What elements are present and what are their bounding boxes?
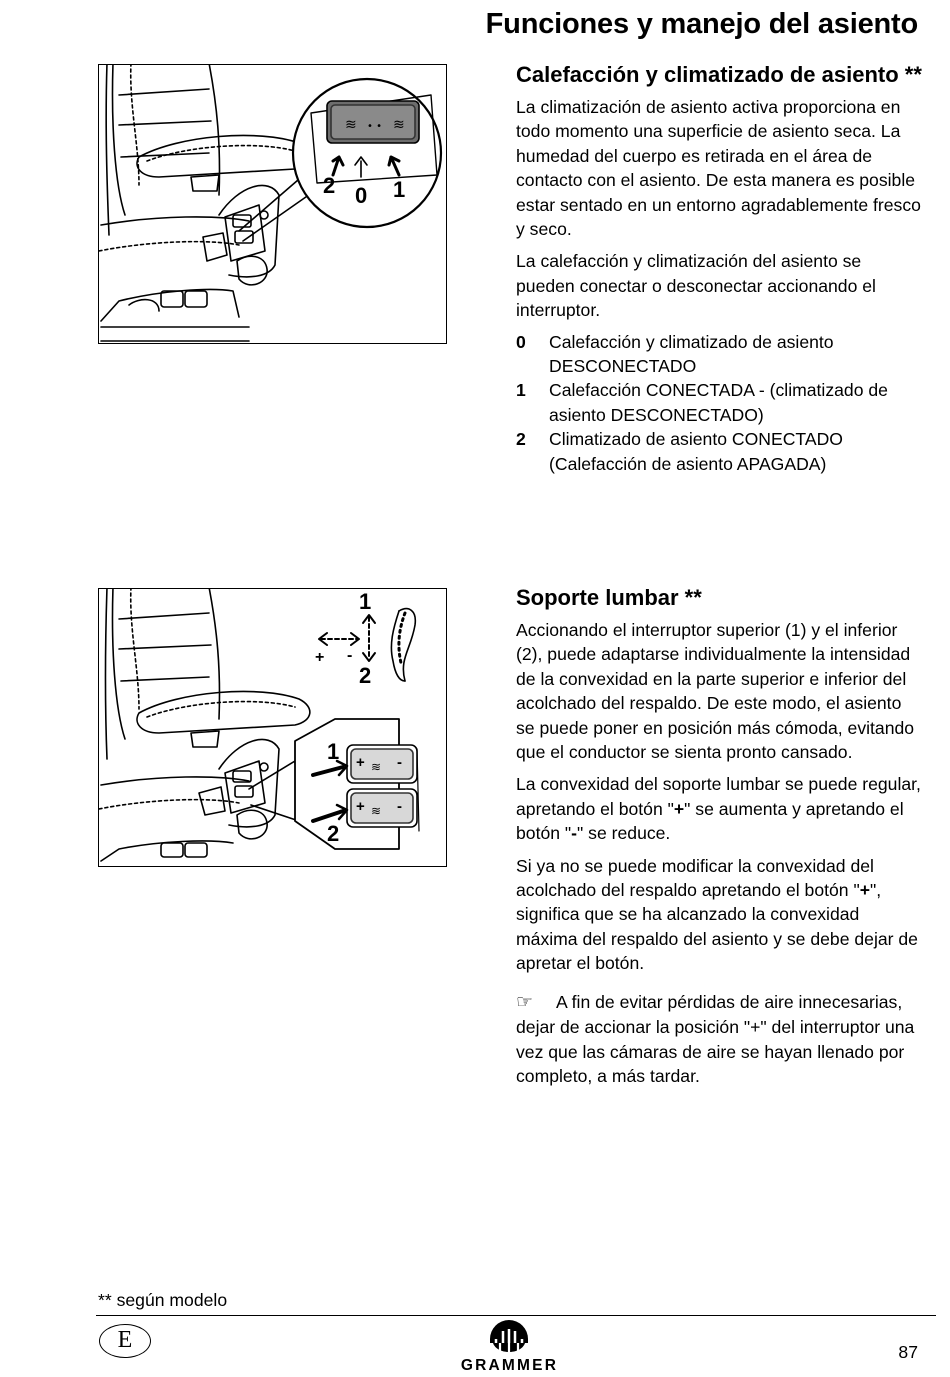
svg-text:≋: ≋ bbox=[371, 804, 382, 818]
upper-switch-label: 1 bbox=[327, 739, 340, 764]
switch-position-item bbox=[516, 427, 924, 476]
lumbar-support-figure bbox=[98, 588, 447, 867]
section-seat-heating-title: Calefacción y climatizado de asiento ** bbox=[516, 62, 922, 87]
upper-switch-minus: - bbox=[397, 754, 402, 771]
section-seat-heating bbox=[516, 60, 924, 476]
language-badge: E bbox=[99, 1324, 151, 1358]
switch-position-number: 1 bbox=[516, 380, 526, 401]
page-title: Funciones y manejo del asiento bbox=[485, 8, 918, 40]
switch-position-text: Calefacción CONECTADA - (climatizado de asiento DESCONECTADO) bbox=[549, 380, 888, 425]
lumbar-paragraph-2: La convexidad del soporte lumbar se puede regular, apretando el botón "+" se aumenta y apretando el botón "-" se reduce. bbox=[516, 774, 921, 844]
lumbar-minus-label: - bbox=[347, 647, 353, 664]
svg-text:≋: ≋ bbox=[371, 760, 382, 774]
upper-switch-plus: + bbox=[356, 754, 365, 771]
seat-heating-paragraph-2: La calefacción y climatización del asiento se pueden conectar o desconectar accionando el interruptor. bbox=[516, 251, 876, 321]
grammer-emblem-icon bbox=[452, 1319, 567, 1359]
lumbar-note bbox=[516, 990, 924, 1089]
lumbar-lower-label: 2 bbox=[359, 663, 372, 688]
switch-position-item bbox=[516, 378, 924, 427]
page-number: 87 bbox=[898, 1342, 918, 1362]
svg-text:≋: ≋ bbox=[393, 117, 405, 133]
minus-symbol: - bbox=[571, 823, 578, 844]
switch-position-number: 0 bbox=[516, 331, 526, 352]
svg-text:• •: • • bbox=[367, 121, 382, 132]
lumbar-paragraph-1: Accionando el interruptor superior (1) y el inferior (2), puede adaptarse individualmente la intensidad de la convexidad en la parte superior e inferior del acolchado del respaldo. De este modo, el asiento se puede poner en posición más cómoda, evitando que el conductor se sienta pronto cansado. bbox=[516, 620, 915, 763]
lower-switch-minus: - bbox=[397, 798, 402, 815]
section-lumbar-support-title: Soporte lumbar ** bbox=[516, 585, 702, 610]
plus-symbol: + bbox=[673, 798, 685, 819]
lower-switch-label: 2 bbox=[327, 821, 340, 846]
switch-position-0-label: 0 bbox=[355, 183, 368, 208]
footer-divider bbox=[96, 1315, 936, 1316]
brand-name: GRAMMER bbox=[460, 1357, 559, 1374]
seat-heating-figure bbox=[98, 64, 447, 344]
brand-logo bbox=[452, 1319, 567, 1375]
lumbar-plus-label: + bbox=[315, 649, 325, 666]
switch-position-1-label: 1 bbox=[393, 177, 406, 202]
lumbar-upper-label: 1 bbox=[359, 589, 372, 614]
svg-text:≋: ≋ bbox=[345, 117, 357, 133]
lumbar-note-text: A fin de evitar pérdidas de aire innecesarias, dejar de accionar la posición "+" del interruptor una vez que las cámaras de aire se hayan llenado por completo, a más tardar. bbox=[516, 991, 915, 1086]
plus-symbol: + bbox=[859, 880, 870, 901]
switch-position-text: Calefacción y climatizado de asiento DESCONECTADO bbox=[549, 331, 834, 377]
lumbar-paragraph-3: Si ya no se puede modificar la convexidad del acolchado del respaldo apretando el botón "+", significa que se ha alcanzado la convexidad máxima del respaldo del asiento y se debe dejar de apretar el botón. bbox=[516, 855, 918, 974]
switch-position-number: 2 bbox=[516, 429, 526, 450]
seat-heating-paragraph-1: La climatización de asiento activa proporciona en todo momento una superficie de asiento seca. La humedad del cuerpo es retirada en el área de contacto con el asiento. De esta manera es posible estar sentado en un entorno agradablemente fresco y seco. bbox=[516, 97, 921, 240]
switch-position-2-label: 2 bbox=[323, 173, 336, 198]
lower-switch-plus: + bbox=[356, 798, 365, 815]
switch-positions-list bbox=[516, 330, 924, 476]
switch-position-text: Climatizado de asiento CONECTADO (Calefacción de asiento APAGADA) bbox=[549, 429, 843, 474]
switch-position-item bbox=[516, 330, 924, 379]
pointing-hand-icon: ☞ bbox=[516, 991, 534, 1013]
footnote: ** según modelo bbox=[98, 1290, 228, 1310]
section-lumbar-support bbox=[516, 583, 924, 1088]
